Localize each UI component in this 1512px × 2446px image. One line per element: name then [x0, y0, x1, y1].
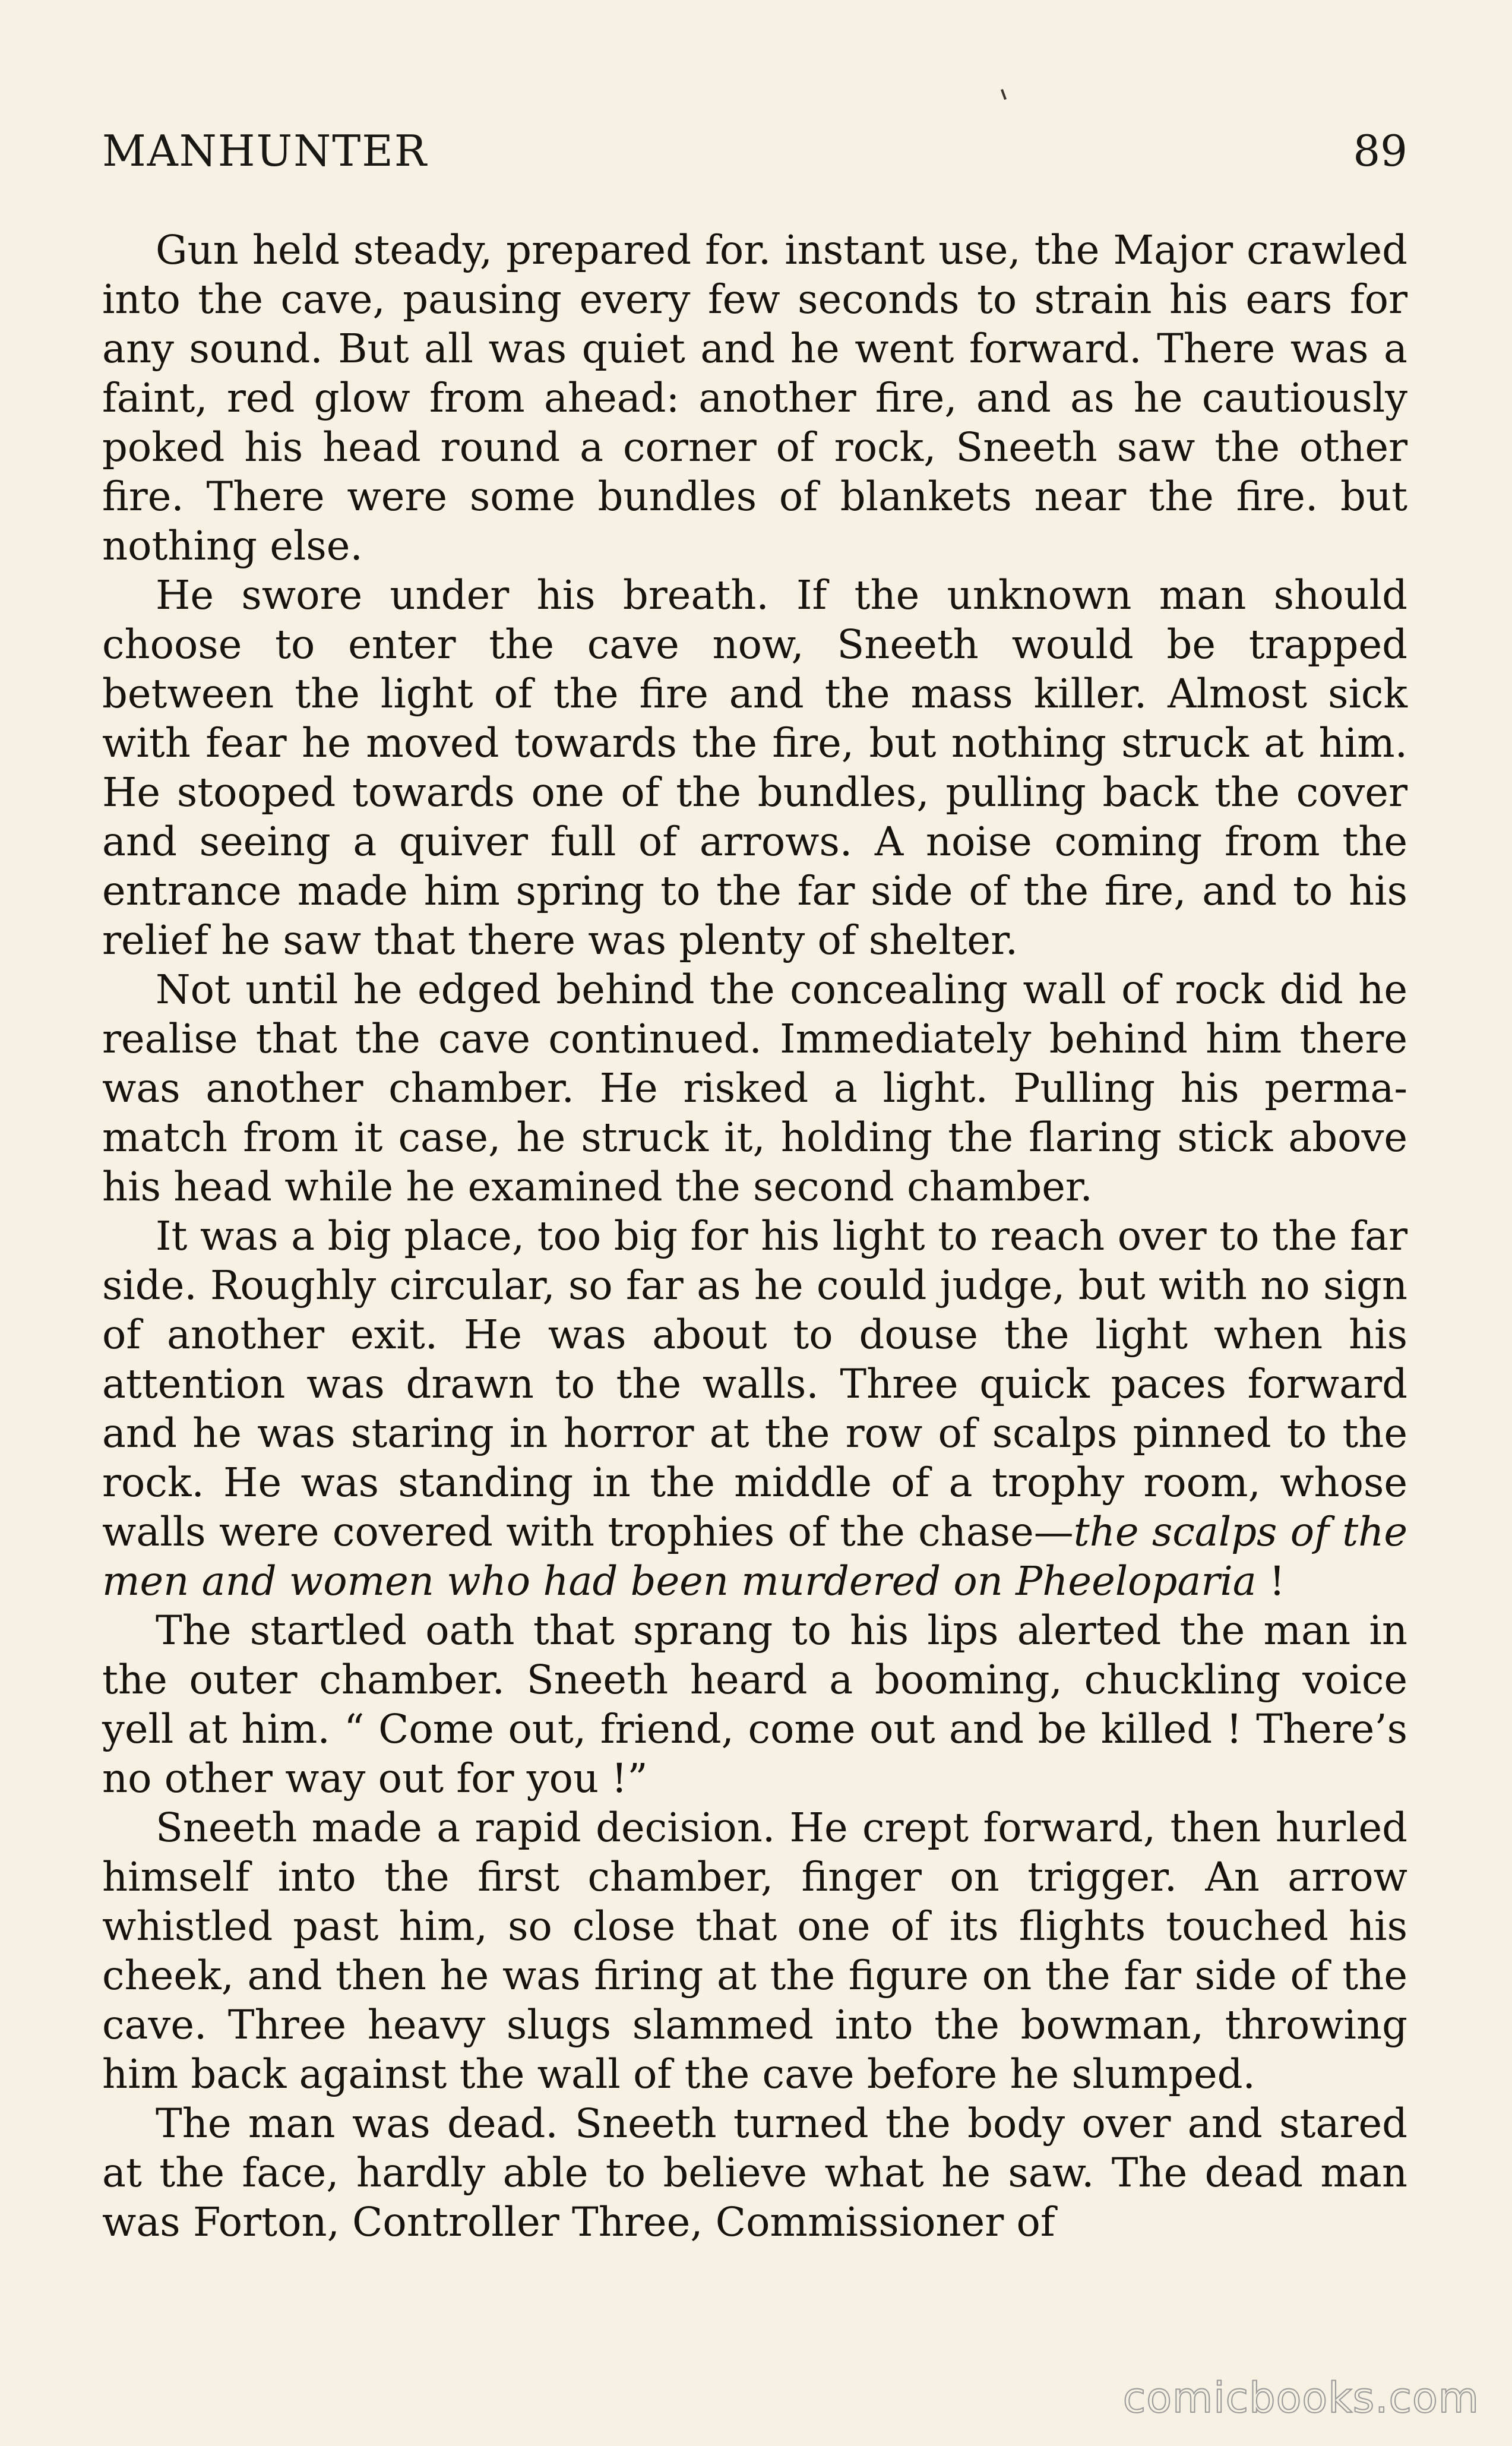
page-number: 89	[1353, 126, 1407, 176]
paragraph-3-text: Not until he edged behind the concealing wall of rock did he realise that the cave continued. Immediately behind him there was another chamber. He risked a light. Pulling his perma-match from it case, he struck it, holding the flaring stick above his head while he examined the second chamber.	[102, 966, 1407, 1210]
paragraph-7-text: The man was dead. Sneeth turned the body over and stared at the face, hardly able to believe what he saw. The dead man was Forton, Controller Three, Commissioner of	[102, 2100, 1407, 2245]
paragraph-4-tail: !	[1256, 1558, 1285, 1604]
watermark: comicbooks.com	[1122, 2374, 1479, 2422]
paragraph-7	[102, 2099, 1407, 2247]
paragraph-4-italic: the scalps of the men and women who had been murdered on Pheeloparia	[102, 1509, 1408, 1604]
body-text	[102, 226, 1407, 2247]
paragraph-5	[102, 1606, 1407, 1803]
paragraph-4-text: It was a big place, too big for his light to reach over to the far side. Roughly circular, so far as he could judge, but with no sign of another exit. He was about to douse the light when his attention was drawn to the walls. Three quick paces forward and he was staring in horror at the row of scalps pinned to the rock. He was standing in the middle of a trophy room, whose walls were covered with trophies of the chase—	[102, 1213, 1407, 1555]
paragraph-6-text: Sneeth made a rapid decision. He crept forward, then hurled himself into the first chamber, finger on trigger. An arrow whistled past him, so close that one of its flights touched his cheek, and then he was firing at the figure on the far side of the cave. Three heavy slugs slammed into the bowman, throwing him back against the wall of the cave before he slumped.	[102, 1805, 1407, 2097]
paragraph-5-text: The startled oath that sprang to his lips alerted the man in the outer chamber. Sneeth heard a booming, chuckling voice yell at him. “ Come out, friend, come out and be killed ! There’s no other way out for you !”	[102, 1607, 1407, 1802]
paragraph-4	[102, 1212, 1407, 1606]
paragraph-1-text: Gun held steady, prepared for. instant use, the Major crawled into the cave, pausing every few seconds to strain his ears for any sound. But all was quiet and he went forward. There was a faint, red glow from ahead: another fire, and as he cautiously poked his head round a corner of rock, Sneeth saw the other fire. There were some bundles of blankets near the fire. but nothing else.	[102, 227, 1407, 569]
paragraph-2-text: He swore under his breath. If the unknown man should choose to enter the cave now, Sneeth would be trapped between the light of the fire and the mass killer. Almost sick with fear he moved towards the fire, but nothing struck at him. He stooped towards one of the bundles, pulling back the cover and seeing a quiver full of arrows. A noise coming from the entrance made him spring to the far side of the fire, and to his relief he saw that there was plenty of shelter.	[102, 572, 1407, 963]
paragraph-3	[102, 965, 1407, 1212]
paragraph-6	[102, 1803, 1407, 2099]
running-head: MANHUNTER	[102, 126, 428, 176]
paragraph-2	[102, 571, 1407, 965]
paragraph-1	[102, 226, 1407, 571]
ink-speck	[1001, 89, 1007, 100]
page-header	[102, 119, 1407, 184]
